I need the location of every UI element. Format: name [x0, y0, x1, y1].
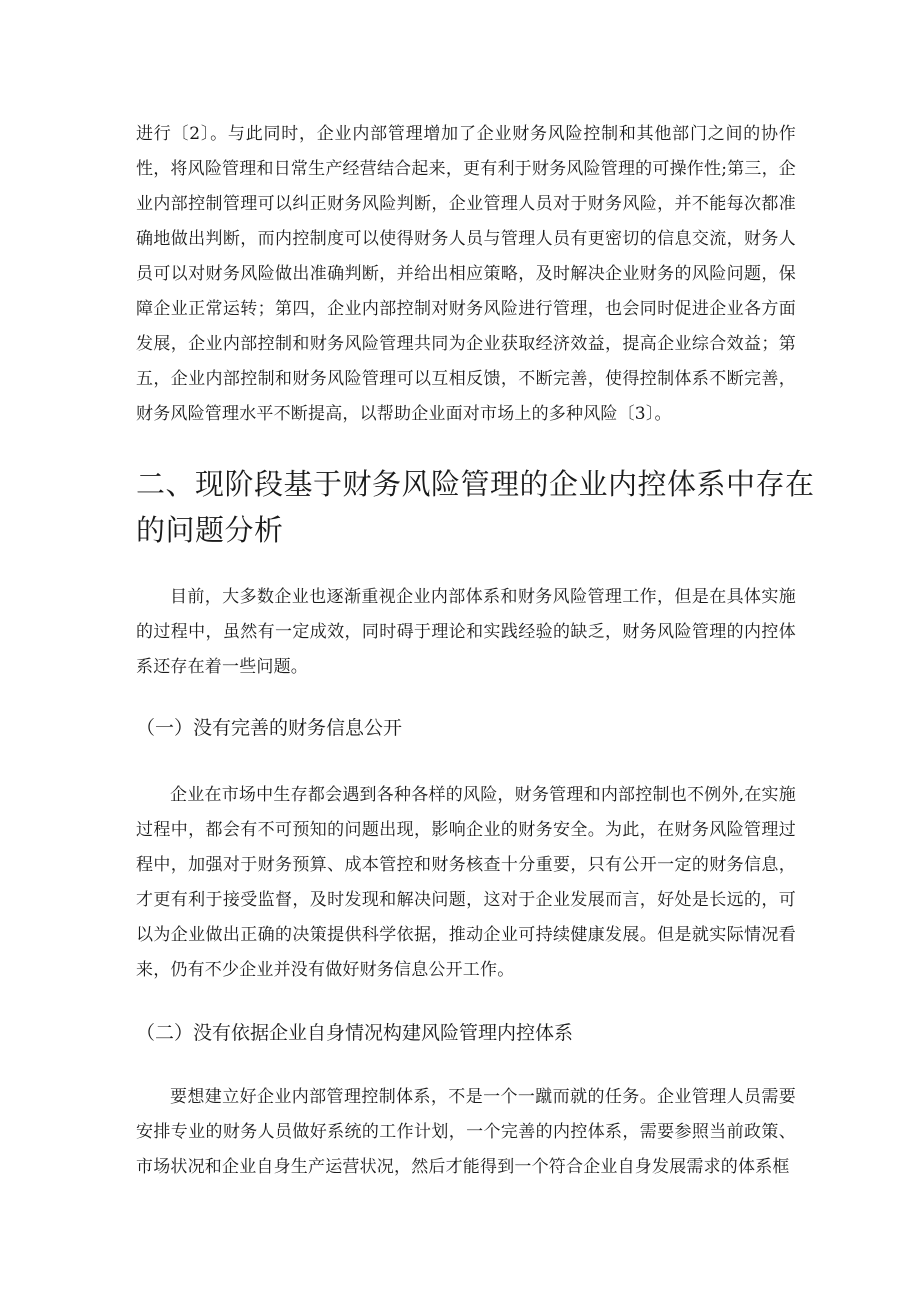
- section-2-paragraph: 目前，大多数企业也逐渐重视企业内部体系和财务风险管理工作，但是在具体实施的过程中，虽然有一定成效，同时碍于理论和实践经验的缺乏，财务风险管理的内控体系还存在着一些问题。: [136, 587, 796, 677]
- intro-paragraph: 进行〔2〕。与此同时，企业内部管理增加了企业财务风险控制和其他部门之间的协作性，将风险管理和日常生产经营结合起来，更有利于财务风险管理的可操作性;第三，企业内部控制管理可以纠正财务风险判断，企业管理人员对于财务风险，并不能每次都准确地做出判断，而内控制度可以使得财务人员与管理人员有更密切的信息交流，财务人员可以对财务风险做出准确判断，并给出相应策略，及时解决企业财务的风险问题，保障企业正常运转；第四，企业内部控制对财务风险进行管理，也会同时促进企业各方面发展，企业内部控制和财务风险管理共同为企业获取经济效益，提高企业综合效益；第五，企业内部控制和财务风险管理可以互相反馈，不断完善，使得控制体系不断完善，财务风险管理水平不断提高，以帮助企业面对市场上的多种风险〔3〕。: [136, 124, 796, 424]
- section-2-heading: 二、现阶段基于财务风险管理的企业内控体系中存在的问题分析: [136, 467, 815, 547]
- subsection-2-paragraph: 要想建立好企业内部管理控制体系，不是一个一蹴而就的任务。企业管理人员需要安排专业的财务人员做好系统的工作计划，一个完善的内控体系，需要参照当前政策、市场状况和企业自身生产运营状况，然后才能得到一个符合企业自身发展需求的体系框: [136, 1087, 796, 1177]
- subsection-1-heading: （一）没有完善的财务信息公开: [136, 717, 403, 739]
- subsection-1-paragraph: 企业在市场中生存都会遇到各种各样的风险，财务管理和内部控制也不例外,在实施过程中，都会有不可预知的问题出现，影响企业的财务安全。为此，在财务风险管理过程中，加强对于财务预算、成本管控和财务核查十分重要，只有公开一定的财务信息，才更有利于接受监督，及时发现和解决问题，这对于企业发展而言，好处是长远的，可以为企业做出正确的决策提供科学依据，推动企业可持续健康发展。但是就实际情况看来，仍有不少企业并没有做好财务信息公开工作。: [136, 785, 796, 980]
- subsection-2-heading: （二）没有依据企业自身情况构建风险管理内控体系: [136, 1022, 574, 1044]
